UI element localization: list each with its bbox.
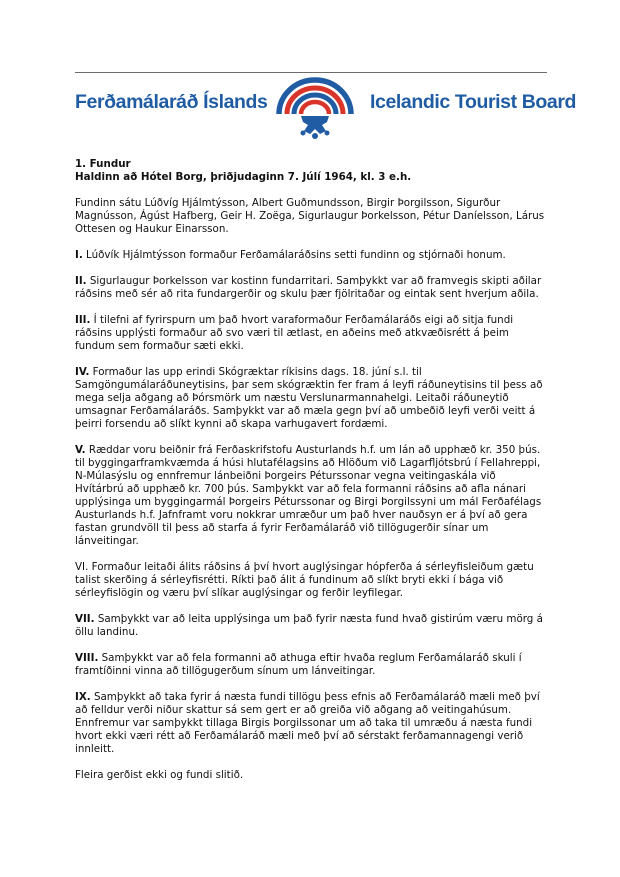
agenda-item-text: Sigurlaugur Þorkelsson var kostinn fundarritari. Samþykkt var að framvegis skipti aðilar ráðsins með sér að rita fundargerðir og skulu þær fjölritaðar og eintak sent hverjum aðila. [75, 275, 542, 300]
agenda-item-number: VII. [75, 613, 95, 625]
agenda-item-text: Í tilefni af fyrirspurn um það hvort varaformaður Ferðamálaráðs eigi að sitja fundi ráðsins upplýsti formaður að svo væri til ætlast, en aðeins með atkvæðisrétt á þeim fundum sem formaður sæti ekki. [75, 314, 514, 352]
agenda-item [75, 249, 547, 262]
agenda-item-number: V. [75, 444, 86, 456]
agenda-item [75, 444, 547, 548]
agenda-item [75, 366, 547, 431]
meeting-heading [75, 158, 547, 184]
meeting-date-location: Haldinn að Hótel Borg, þriðjudaginn 7. Júlí 1964, kl. 3 e.h. [75, 171, 412, 183]
agenda-item-number: IV. [75, 366, 90, 378]
brand-name-english: Icelandic Tourist Board [370, 91, 577, 113]
meeting-number: 1. Fundur [75, 158, 131, 170]
agenda-item [75, 691, 547, 756]
agenda-item [75, 275, 547, 301]
meeting-minutes [75, 158, 547, 795]
closing-paragraph: Fleira gerðist ekki og fundi slitið. [75, 769, 244, 781]
agenda-item-text: Ræddar voru beiðnir frá Ferðaskrifstofu Austurlands h.f. um lán að upphæð kr. 350 þús. til byggingarframkvæmda á húsi hlutafélagsins að Hlöðum við Lagarfljótsbrú í Fellahreppi, N-Múlasýslu og ennfremur lánbeiðni Þorgeirs Péturssonar vegna veitingaskála við Hvítárbrú að upphæð kr. 700 þús. Samþykkt var að fela formanni ráðsins að afla nánari upplýsinga um byggingarmál Þorgeirs Péturssonar og Birgi Þorgilssyni um mál Ferðafélags Austurlands h.f. Jafnframt voru nokkrar umræður um það hver nauðsyn er á því að gera fastan grundvöll til þess að starfa á fyrir Ferðamálaráð við tillögugerðir sínar um lánveitingar. [75, 444, 542, 547]
agenda-item-text: Formaður las upp erindi Skógræktar ríkisins dags. 18. júní s.l. til Samgöngumálaráðuneytisins, þar sem skógræktin fer fram á leyfi ráðuneytisins til þess að mega selja aðgang að Þórsmörk um næstu Verslunarmannahelgi. Leitaði ráðuneytið umsagnar Ferðamálaráðs. Samþykkt var að mæla gegn því að umbeðið leyfi verði veitt á þeirri forsendu að slíkt kynni að skapa varhugavert fordæmi. [75, 366, 543, 430]
agenda-item-number: III. [75, 314, 91, 326]
agenda-item-text: Samþykkt var að fela formanni að athuga eftir hvaða reglum Ferðamálaráð skuli í framtíðinni vinna að tillögugerðum sínum um lánveitingar. [75, 652, 522, 677]
agenda-item [75, 613, 547, 639]
agenda-item [75, 561, 547, 600]
agenda-items [75, 249, 547, 756]
agenda-item-number: VI. [75, 561, 89, 573]
agenda-item-number: I. [75, 249, 83, 261]
agenda-item-number: VIII. [75, 652, 99, 664]
agenda-item-number: IX. [75, 691, 91, 703]
header-rule [75, 72, 547, 73]
agenda-item-text: Formaður leitaði álits ráðsins á því hvort auglýsingar hópferða á sérleyfisleiðum gætu talist skerðing á sérleyfisrétti. Ríkti það álit á fundinum að slíkt bryti ekki í bága við sérleyfislögin og væru því slíkar auglýsingar og ferðir leyfilegar. [75, 561, 534, 599]
agenda-item-number: II. [75, 275, 87, 287]
agenda-item-text: Samþykkt að taka fyrir á næsta fundi tillögu þess efnis að Ferðamálaráð mæli með því að felldur verði niður skattur sá sem gert er að greiða við aðgang að veitingahúsum. Ennfremur var samþykkt tillaga Birgis Þorgilssonar um að taka til umræðu á næsta fundi hvort ekki væri rétt að Ferðamálaráð mæli með því að sérstakt ferðamannagengi verið innleitt. [75, 691, 540, 755]
agenda-item-text: Lúðvík Hjálmtýsson formaður Ferðamálaráðsins setti fundinn og stjórnaði honum. [82, 249, 506, 261]
attendees-paragraph: Fundinn sátu Lúðvíg Hjálmtýsson, Albert Guðmundsson, Birgir Þorgilsson, Sigurður Magnússon, Ágúst Hafberg, Geir H. Zoëga, Sigurlaugur Þorkelsson, Pétur Daníelsson, Lárus Ottesen og Haukur Einarsson. [75, 197, 545, 235]
agenda-item [75, 314, 547, 353]
agenda-item-text: Samþykkt var að leita upplýsinga um það fyrir næsta fund hvað gistirúm væru mörg á öllu landinu. [75, 613, 543, 638]
agenda-item [75, 652, 547, 678]
brand-name-icelandic: Ferðamálaráð Íslands [75, 91, 268, 113]
rainbow-snowflake-logo-icon [276, 76, 354, 142]
